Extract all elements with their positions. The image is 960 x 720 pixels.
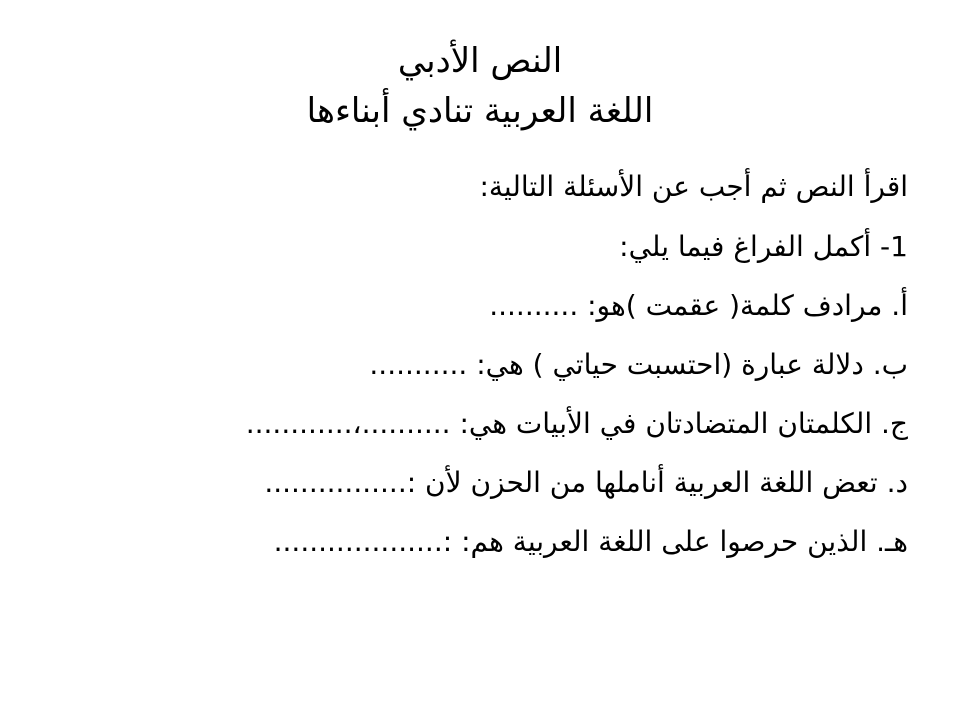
question-heading: 1- أكمل الفراغ فيما يلي: — [619, 230, 908, 263]
question-item-e: هـ. الذين حرصوا على اللغة العربية هم: :................... — [273, 525, 908, 558]
slide-title-line1: النص الأدبي — [397, 41, 563, 81]
question-item-c: ج. الكلمتان المتضادتان في الأبيات هي: ..........،............ — [245, 407, 908, 440]
slide-title-line2: اللغة العربية تنادي أبناءها — [306, 91, 654, 131]
question-item-d: د. تعض اللغة العربية أناملها من الحزن لأن :................ — [264, 466, 908, 499]
content-body — [58, 172, 908, 586]
question-item-a: أ. مرادف كلمة( عقمت )هو: .......... — [489, 289, 908, 322]
title-block — [0, 36, 960, 136]
question-item-b: ب. دلالة عبارة (احتسبت حياتي ) هي: ........... — [369, 348, 908, 381]
instruction-text: اقرأ النص ثم أجب عن الأسئلة التالية: — [479, 170, 908, 203]
